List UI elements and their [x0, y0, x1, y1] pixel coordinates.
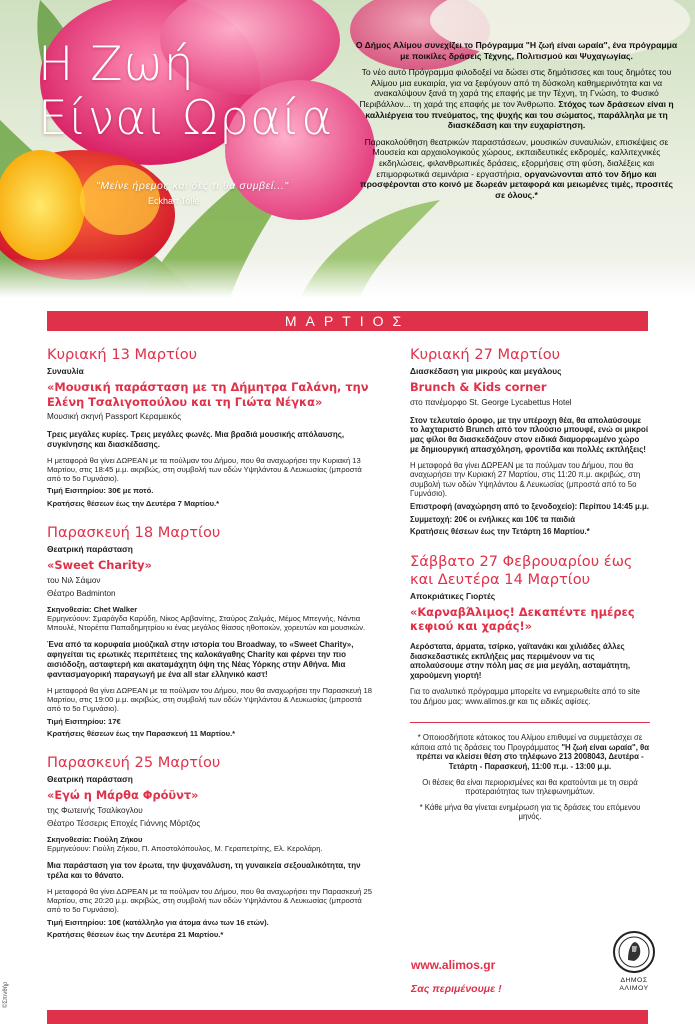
event-cast: Ερμηνεύουν: Γιούλη Ζήκου, Π. Αποστολόπουλος, Μ. Γεραπετρίτης, Ελ. Κερολάρη. — [47, 843, 323, 853]
events-right-column — [410, 346, 650, 822]
event-martha-freud — [47, 754, 377, 939]
booking-note-p1a: * Οποιοσδήποτε κάτοικος του Αλίμου επιθυμεί να συμμετάσχει σε κάποια από τις δράσεις του Προγράμματος — [410, 733, 643, 752]
event-cast: Ερμηνεύουν: Σμαράγδα Καρύδη, Νίκος Αρβανίτης, Σταύρος Ζαλμάς, Μέμος Μπεγνής, Νάντια Μπουλέ, Ντορέττα Παπαδημητρίου κι ένας μεγάλος θίασος ηθοποιών, χορευτών και μουσικών. — [47, 613, 366, 633]
event-description: Τρεις μεγάλες κυρίες. Τρεις μεγάλες φωνές. Μια βραδιά μουσικής απόλαυσης, συγκίνησης και διασκέδασης. — [47, 430, 345, 449]
event-title: Brunch & Kids corner — [410, 380, 547, 394]
events-left-column — [47, 346, 377, 955]
event-venue: Θέατρο Τέσσερις Εποχές Γιάννης Μόρτζος — [47, 818, 201, 828]
event-title: «Εγώ η Μάρθα Φρόϋντ» — [47, 788, 199, 803]
event-description: Αερόστατα, άρματα, τσίρκο, γαϊτανάκι και χιλιάδες άλλες διασκεδαστικές εκπλήξεις μας περιμένουν να τις απολαύσουμε στην πόλη μας σε μια μεγάλη, ασταμάτητη, χαρούμενη γιορτή! — [410, 641, 631, 681]
event-direction: Σκηνοθεσία: Chet Walker — [47, 604, 138, 614]
intro-p1: Ο Δήμος Αλίμου συνεχίζει το Πρόγραμμα "Η ζωή είναι ωραία", ένα πρόγραμμα με ποικίλες δράσεις Τέχνης, Πολιτισμού και Ψυχαγωγίας. — [355, 40, 678, 61]
event-brunch — [410, 346, 650, 537]
event-return: Επιστροφή (αναχώρηση από το ξενοδοχείο): Περίπου 14:45 μ.μ. — [410, 502, 649, 512]
event-type: Θεατρική παράσταση — [47, 544, 133, 555]
event-booking: Κρατήσεις θέσεων έως την Δευτέρα 21 Μαρτίου.* — [47, 930, 224, 940]
event-concert — [47, 346, 377, 508]
month-banner: ΜΑΡΤΙΟΣ — [47, 311, 648, 331]
event-transport: Η μεταφορά θα γίνει ΔΩΡΕΑΝ με τα πούλμαν του Δήμου, που θα αναχωρήσει την Παρασκευή 25 Μαρτίου, στις 20:20 μ.μ. ακριβώς, στη συμβολή των οδών Υψηλάντου & Λευκωσίας (μπροστά από το 5ο Γυμνάσιο). — [47, 886, 372, 915]
event-price: Τιμή Εισιτηρίου: 30€ με ποτό. — [47, 486, 154, 496]
event-title: «Μουσική παράσταση με τη Δήμητρα Γαλάνη, την Ελένη Τσαλιγοπούλου και τη Γιώτα Νέγκα» — [47, 380, 369, 409]
logo-line-2: ΑΛΙΜΟΥ — [619, 985, 649, 992]
hero-banner — [0, 0, 695, 298]
event-description: Στον τελευταίο όροφο, με την υπέροχη θέα, θα απολαύσουμε το λαχταριστό Brunch από τον πλούσιο μπουφέ, ενώ οι μικροί μας φίλοι θα διασκεδάζουν στον ειδικά διαμορφωμένο χώρο με δημιουργική απασχόληση, φροντίδα και πολλές εκπλήξεις! — [410, 415, 649, 454]
municipality-logo — [606, 930, 662, 993]
event-venue: στο πανέμορφο St. George Lycabettus Hotel — [410, 397, 572, 407]
event-description: Ένα από τα κορυφαία μιούζικαλ στην ιστορία του Broadway, το «Sweet Charity», αφηγείται τις ερωτικές περιπέτειες της καλοκάγαθης Charity και φέρνει την πιο αισιόδοξη, ασταφτερή και ακαταμάχητη όψη της Νέας Υόρκης στην Αθήνα. Μια φαντασμαγορική παραγωγή με ένα all star ελληνικό καστ! — [47, 640, 354, 679]
event-date: Σάββατο 27 Φεβρουαρίου έως και Δευτέρα 14 Μαρτίου — [410, 552, 633, 588]
booking-note-p3: * Κάθε μήνα θα γίνεται ενημέρωση για τις δράσεις του επόμενου μηνός. — [419, 802, 641, 822]
event-venue: Θέατρο Badminton — [47, 588, 116, 598]
event-author: της Φωτεινής Τσαλίκογλου — [47, 805, 143, 815]
intro-p2a: Το νέο αυτό Πρόγραμμα φιλοδοξεί να δώσει στις δημότισσες και τους δημότες του Αλίμου μια ευκαιρία, για να ξεφύγουν από τη δύσκολη καθημερινότητα και να ανακαλύψουν ξανά τη χαρά της επαφής με την Τέχνη, τη Γνώση, το Φυσικό Περιβάλλον... τη χαρά της επαφής με τον Άνθρωπο. — [359, 67, 672, 109]
program-title — [38, 38, 333, 146]
event-type: Θεατρική παράσταση — [47, 774, 133, 785]
event-booking: Κρατήσεις θέσεων έως την Παρασκευή 11 Μαρτίου.* — [47, 728, 236, 738]
event-booking: Κρατήσεις θέσεων έως την Δευτέρα 7 Μαρτίου.* — [47, 498, 220, 508]
event-date: Παρασκευή 25 Μαρτίου — [47, 754, 221, 772]
event-date: Παρασκευή 18 Μαρτίου — [47, 524, 221, 542]
website-link[interactable]: www.alimos.gr — [411, 958, 496, 972]
event-title: «Sweet Charity» — [47, 558, 152, 573]
event-transport: Η μεταφορά θα γίνει ΔΩΡΕΑΝ με τα πούλμαν του Δήμου, που θα αναχωρήσει την Παρασκευή 18 Μαρτίου, στις 19:00 μ.μ. ακριβώς, στη συμβολή των οδών Υψηλάντου & Λευκωσίας (μπροστά από το 5ο Γυμνάσιο). — [47, 685, 372, 714]
quote: "Μείνε ήρεμος και δες τι θα συμβεί..." — [96, 180, 289, 192]
closing-text: Σας περιμένουμε ! — [411, 983, 502, 995]
booking-note-p1b: "Η ζωή είναι ωραία", θα πρέπει να κλείσει θέση στο τηλέφωνο 213 2008043, Δευτέρα - Τετάρτη - Παρασκευή, 11:00 π.μ. - 13:00 μ.μ. — [416, 742, 650, 771]
intro-p3a: Παρακολούθηση θεατρικών παραστάσεων, μουσικών συναυλιών, επισκέψεις σε Μουσεία και αρχαιολογικούς χώρους, εκπαιδευτικές εκδρομές, καλλιτεχνικές εκδηλώσεις, φιλανθρωπικές δράσεις, εξορμήσεις στη φύση, διαλέξεις και επιμορφωτικά σεμινάρια - εργαστήρια, — [364, 136, 669, 179]
intro-p2 — [354, 67, 679, 131]
event-price: Τιμή Εισιτηρίου: 10€ (κατάλληλο για άτομα άνω των 16 ετών). — [47, 917, 269, 927]
event-info: Για το αναλυτικό πρόγραμμα μπορείτε να ενημερωθείτε από το site του Δήμου μας: www.alimos.gr και τις ειδικές αφίσες. — [410, 687, 640, 706]
bottom-bar — [47, 1010, 648, 1024]
event-author: του Νιλ Σάιμον — [47, 575, 101, 585]
logo-line-1: ΔΗΜΟΣ — [620, 977, 648, 984]
event-type: Αποκριάτικες Γιορτές — [410, 590, 496, 601]
intro-p3b: οργανώνονται από τον δήμο και προσφέρονται στο κοινό με δωρεάν μεταφορά και μειωμένες τιμές, προσιτές σε όλους.* — [360, 168, 673, 200]
event-description: Μια παράσταση για τον έρωτα, την ψυχανάλυση, τη γυναικεία σεξουαλικότητα, την τρέλα και το θάνατο. — [47, 861, 361, 881]
hero-fade — [0, 258, 695, 298]
event-booking: Κρατήσεις θέσεων έως την Τετάρτη 16 Μαρτίου.* — [410, 527, 590, 537]
event-price: Τιμή Εισιτηρίου: 17€ — [47, 716, 121, 726]
intro-text — [354, 40, 679, 206]
title-line-1: Η Ζωή — [38, 37, 195, 92]
coat-of-arms-icon — [612, 930, 656, 974]
booking-note — [410, 733, 650, 822]
booking-note-p2: Οι θέσεις θα είναι περιορισμένες και θα κρατούνται με τη σειρά προτεραιότητας των τηλεφωνημάτων. — [422, 777, 638, 797]
divider — [410, 722, 650, 723]
event-title: «ΚαρναβΆλιμος! Δεκαπέντε ημέρες κεφιού και χαράς!» — [410, 604, 635, 634]
quote-author: Eckhart Tolle — [148, 196, 200, 206]
event-sweet-charity — [47, 524, 377, 738]
intro-p2b: Στόχος των δράσεων είναι η καλλιέργεια του πνεύματος, της ψυχής και του σώματος, παράλληλα με τη διασκέδαση και την ευχαρίστηση. — [365, 98, 674, 131]
event-date: Κυριακή 27 Μαρτίου — [410, 346, 561, 363]
logo-caption — [606, 977, 662, 993]
booking-note-p1 — [410, 733, 650, 771]
intro-p3 — [354, 137, 679, 201]
designer-credit: ©Σπινθήρ — [3, 981, 9, 1008]
event-direction: Σκηνοθεσία: Γιούλη Ζήκου — [47, 834, 143, 844]
event-carnival — [410, 553, 650, 706]
event-venue: Μουσική σκηνή Passport Κεραμεικός — [47, 412, 182, 421]
event-type: Συναυλία — [47, 366, 84, 376]
event-type: Διασκέδαση για μικρούς και μεγάλους — [410, 366, 562, 376]
event-price: Συμμετοχή: 20€ οι ενήλικες και 10€ τα παιδιά — [410, 514, 576, 524]
event-date: Κυριακή 13 Μαρτίου — [47, 346, 198, 363]
title-line-2: Είναι Ωραία — [38, 91, 334, 146]
event-transport: Η μεταφορά θα γίνει ΔΩΡΕΑΝ με τα πούλμαν του Δήμου, που θα αναχωρήσει την Κυριακή 13 Μαρτίου, στις 18:45 μ.μ. ακριβώς, στη συμβολή των οδών Υψηλάντου & Λευκωσίας (μπροστά από το 5ο Γυμνάσιο). — [47, 455, 362, 484]
event-transport: Η μεταφορά θα γίνει ΔΩΡΕΑΝ με τα πούλμαν του Δήμου, που θα αναχωρήσει την Κυριακή 27 Μαρτίου, στις 11:20 π.μ. ακριβώς, στη συμβολή των οδών Υψηλάντου & Λευκωσίας (μπροστά από το 5ο Γυμνάσιο). — [410, 460, 641, 499]
